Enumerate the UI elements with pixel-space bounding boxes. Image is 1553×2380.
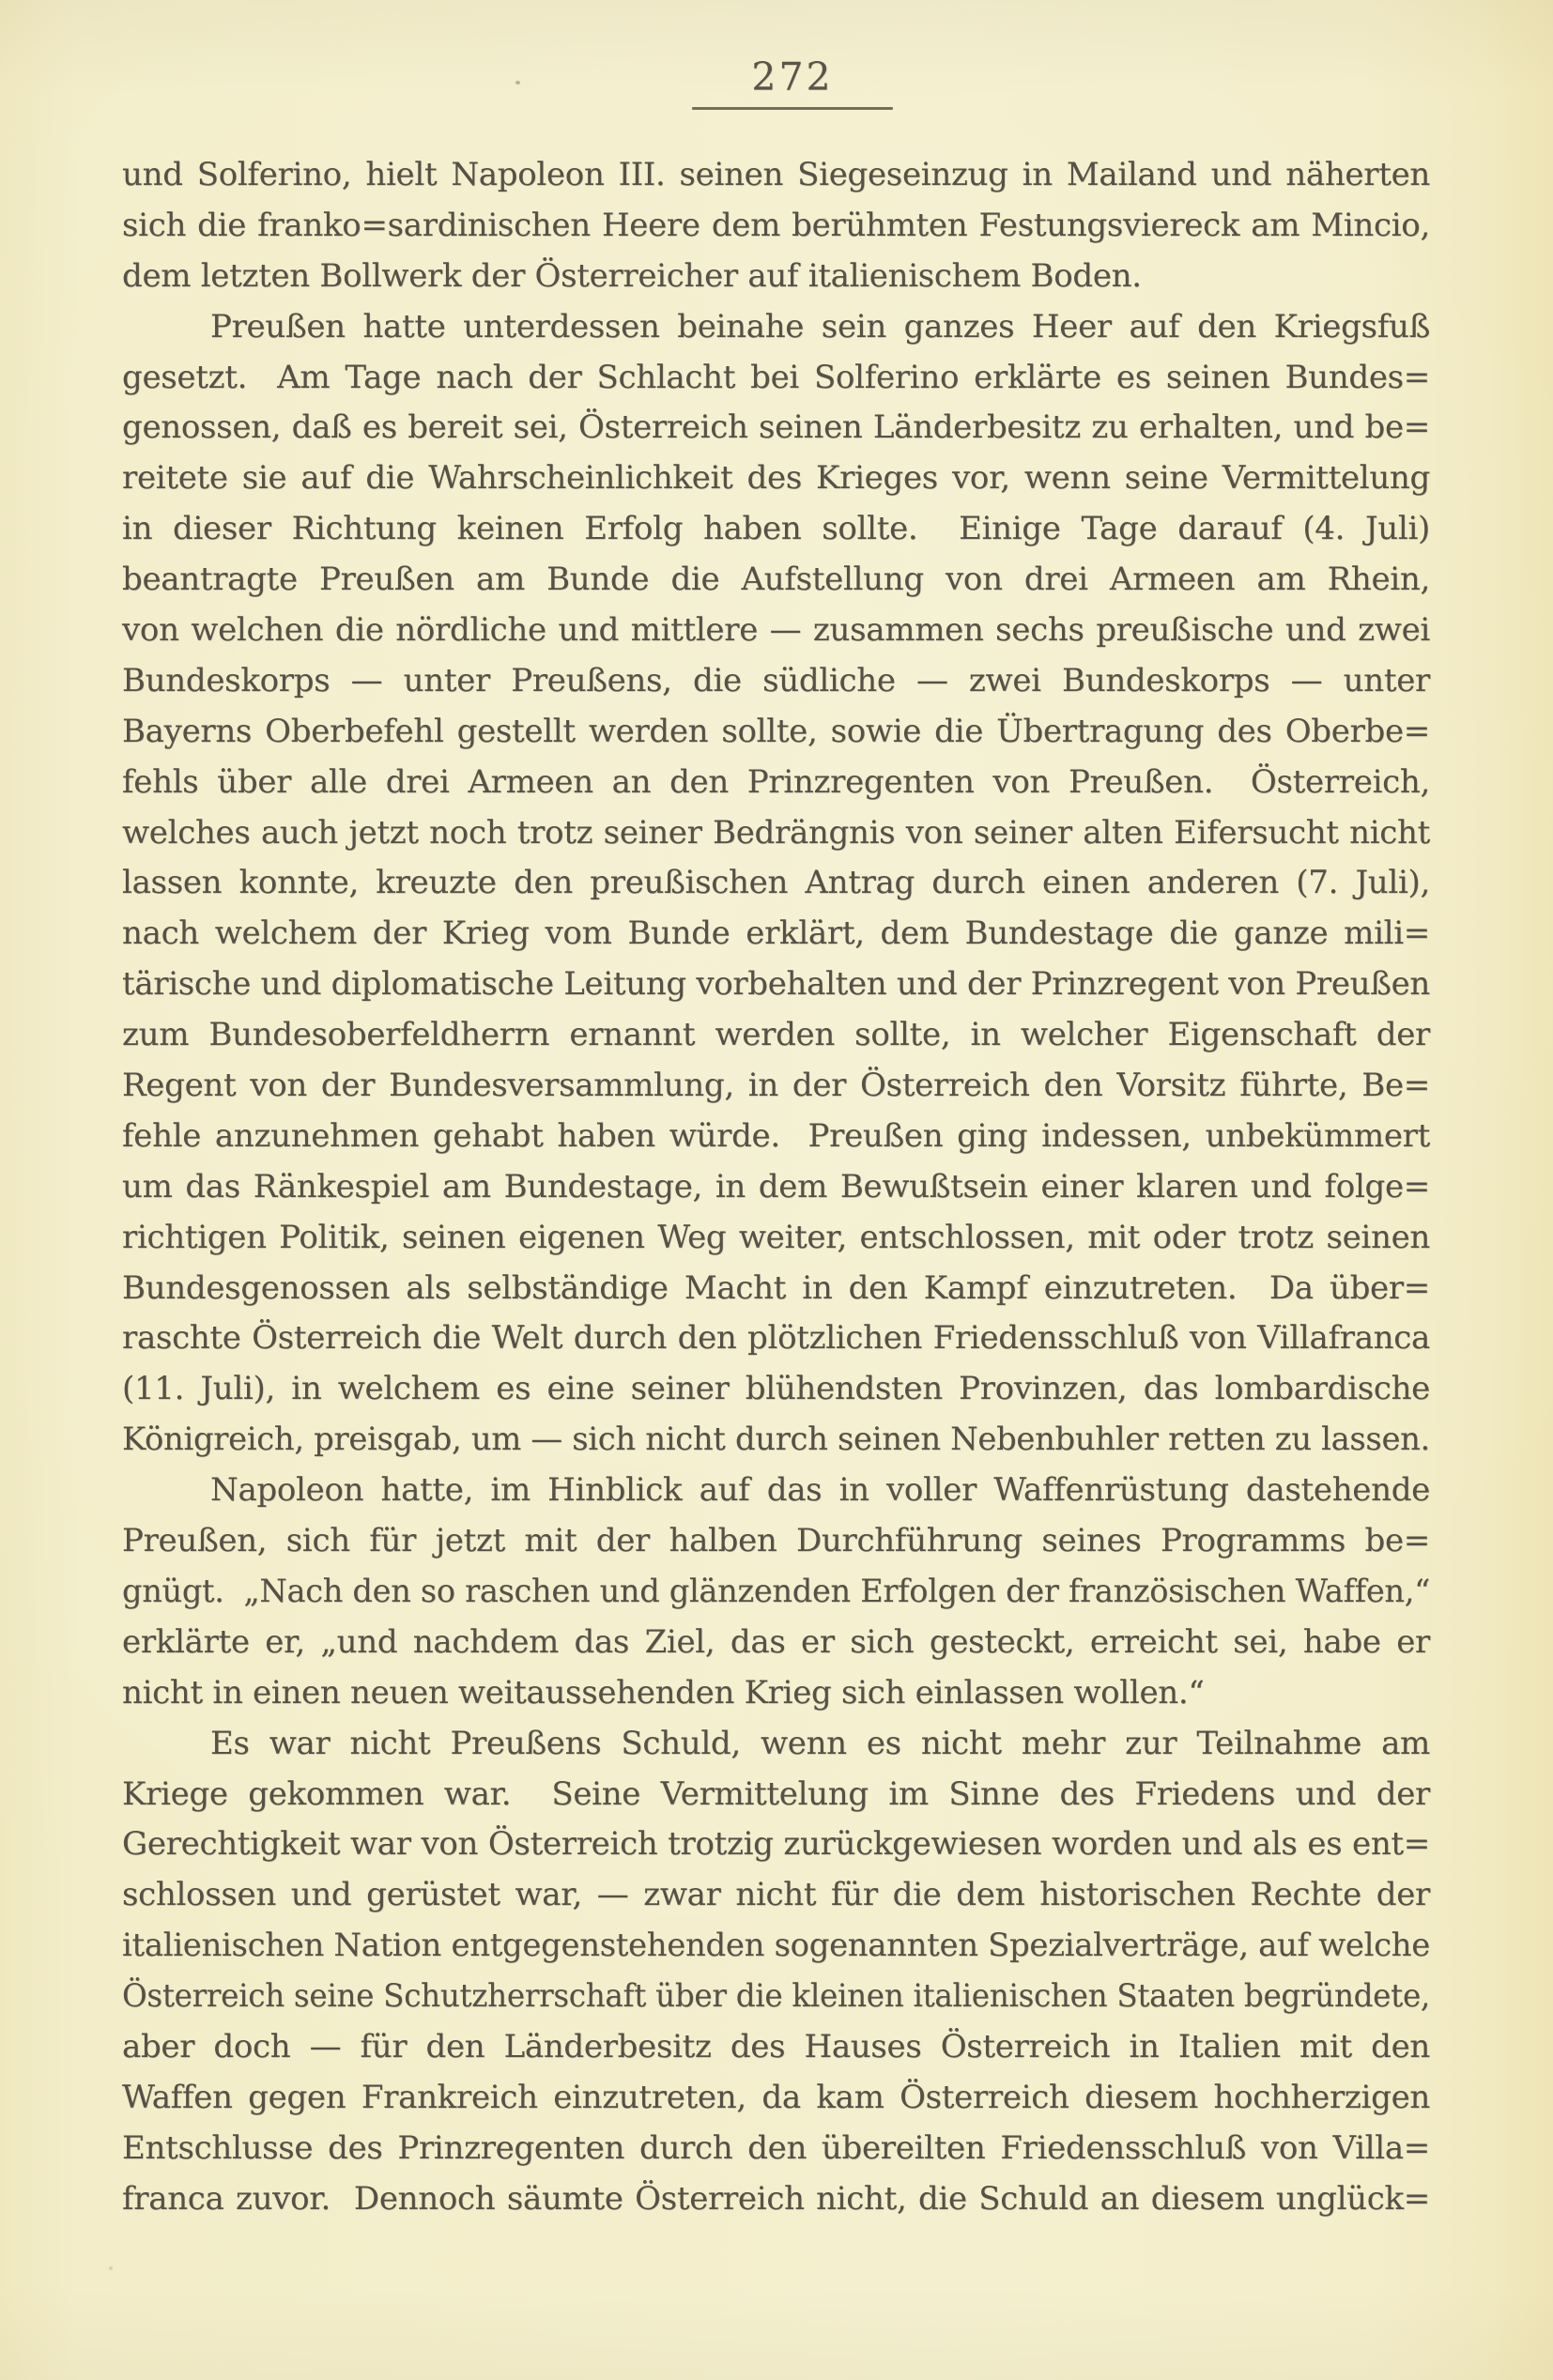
text-line-content: fehls über alle drei Armeen an den Prinzregenten von Preußen. Österreich, bbox=[122, 762, 1430, 801]
text-line-24 bbox=[122, 1313, 1430, 1364]
text-line-content: Regent von der Bundesversammlung, in der Österreich den Vorsitz führte, Be= bbox=[122, 1067, 1430, 1105]
text-line-content: Österreich seine Schutzherrschaft über die kleinen italienischen Staaten begründete, bbox=[122, 1977, 1430, 2016]
text-line-12 bbox=[122, 707, 1430, 758]
text-line-15 bbox=[122, 858, 1430, 909]
paper-speck bbox=[109, 2266, 113, 2270]
text-line-11 bbox=[122, 656, 1430, 707]
text-line-content: zum Bundesoberfeldherrn ernannt werden sollte, in welcher Eigenschaft der bbox=[122, 1016, 1430, 1054]
text-line-content: Bundesgenossen als selbständige Macht in den Kampf einzutreten. Da über= bbox=[122, 1268, 1430, 1307]
text-line-content: schlossen und gerüstet war, — zwar nicht für die dem historischen Rechte der bbox=[122, 1876, 1430, 1914]
text-line-content: sich die franko=sardinischen Heere dem berühmten Festungsviereck am Mincio, bbox=[122, 206, 1430, 244]
text-line-content: Preußen hatte unterdessen beinahe sein ganzes Heer auf den Kriegsfuß bbox=[210, 307, 1430, 345]
text-line-36 bbox=[122, 1921, 1430, 1972]
text-line-27 bbox=[122, 1466, 1430, 1516]
text-line-8 bbox=[122, 504, 1430, 555]
text-line-content: italienischen Nation entgegenstehenden sogenannten Spezialverträge, auf welche bbox=[122, 1927, 1430, 1965]
text-line-content: franca zuvor. Dennoch säumte Österreich nicht, die Schuld an diesem unglück= bbox=[122, 2179, 1430, 2218]
text-line-content: reitete sie auf die Wahrscheinlichkeit des Krieges vor, wenn seine Vermittelung bbox=[122, 459, 1430, 498]
text-line-content: Napoleon hatte, im Hinblick auf das in voller Waffenrüstung dastehende bbox=[210, 1471, 1430, 1510]
text-line-13 bbox=[122, 758, 1430, 808]
text-line-19 bbox=[122, 1061, 1430, 1112]
text-line-content: um das Ränkespiel am Bundestage, in dem Bewußtsein einer klaren und folge= bbox=[122, 1167, 1430, 1205]
text-line-26 bbox=[122, 1415, 1430, 1466]
paper-speck bbox=[515, 81, 520, 84]
text-line-content: tärische und diplomatische Leitung vorbehalten und der Prinzregent von Preußen bbox=[122, 965, 1430, 1004]
text-line-35 bbox=[122, 1870, 1430, 1921]
text-line-content: Kriege gekommen war. Seine Vermittelung im Sinne des Friedens und der bbox=[122, 1774, 1430, 1813]
text-line-38 bbox=[122, 2022, 1430, 2073]
text-line-content: lassen konnte, kreuzte den preußischen Antrag durch einen anderen (7. Juli), bbox=[122, 864, 1430, 902]
paper-speck bbox=[822, 218, 827, 223]
text-line-content: dem letzten Bollwerk der Österreicher auf italienischem Boden. bbox=[122, 256, 1142, 295]
text-line-29 bbox=[122, 1567, 1430, 1618]
text-line-content: gnügt. „Nach den so raschen und glänzenden Erfolgen der französischen Waffen,“ bbox=[122, 1572, 1430, 1610]
text-line-content: raschte Österreich die Welt durch den plötzlichen Friedensschluß von Villafranca bbox=[122, 1319, 1430, 1358]
text-line-16 bbox=[122, 909, 1430, 960]
text-line-content: welches auch jetzt noch trotz seiner Bedrängnis von seiner alten Eifersucht nicht bbox=[122, 813, 1430, 852]
text-line-21 bbox=[122, 1162, 1430, 1213]
text-line-content: nicht in einen neuen weitaussehenden Krieg sich einlassen wollen.“ bbox=[122, 1673, 1205, 1712]
text-line-6 bbox=[122, 403, 1430, 453]
page-number-rule bbox=[692, 107, 893, 110]
text-line-content: in dieser Richtung keinen Erfolg haben sollte. Einige Tage darauf (4. Juli) bbox=[122, 510, 1430, 548]
text-line-23 bbox=[122, 1264, 1430, 1314]
text-line-content: Bayerns Oberbefehl gestellt werden sollte, sowie die Übertragung des Oberbe= bbox=[122, 712, 1430, 750]
text-line-25 bbox=[122, 1364, 1430, 1415]
text-line-18 bbox=[122, 1010, 1430, 1061]
text-line-17 bbox=[122, 960, 1430, 1010]
text-line-content: gesetzt. Am Tage nach der Schlacht bei Solferino erklärte es seinen Bundes= bbox=[122, 358, 1430, 396]
text-line-content: Bundeskorps — unter Preußens, die südliche — zwei Bundeskorps — unter bbox=[122, 661, 1430, 699]
text-line-content: und Solferino, hielt Napoleon III. seinen Siegeseinzug in Mailand und näherten bbox=[122, 156, 1430, 193]
text-line-37 bbox=[122, 1972, 1430, 2022]
text-line-14 bbox=[122, 808, 1430, 859]
text-line-content: aber doch — für den Länderbesitz des Hauses Österreich in Italien mit den bbox=[122, 2027, 1430, 2065]
text-line-content: Königreich, preisgab, um — sich nicht durch seinen Nebenbuhler retten zu lassen. bbox=[122, 1420, 1430, 1459]
text-line-content: Es war nicht Preußens Schuld, wenn es nicht mehr zur Teilnahme am bbox=[210, 1724, 1430, 1762]
text-line-content: nach welchem der Krieg vom Bunde erklärt, dem Bundestage die ganze mili= bbox=[122, 914, 1430, 953]
page-number: 272 bbox=[751, 54, 834, 100]
text-line-content: Entschlusse des Prinzregenten durch den übereilten Friedensschluß von Villa= bbox=[122, 2128, 1430, 2167]
text-line-2 bbox=[122, 201, 1430, 252]
text-line-content: erklärte er, „und nachdem das Ziel, das er sich gesteckt, erreicht sei, habe er bbox=[122, 1622, 1430, 1661]
text-line-7 bbox=[122, 453, 1430, 504]
text-line-39 bbox=[122, 2073, 1430, 2124]
text-line-9 bbox=[122, 555, 1430, 606]
text-line-content: (11. Juli), in welchem es eine seiner blühendsten Provinzen, das lombardische bbox=[122, 1370, 1430, 1408]
text-line-content: beantragte Preußen am Bunde die Aufstellung von drei Armeen am Rhein, bbox=[122, 560, 1430, 599]
text-line-40 bbox=[122, 2124, 1430, 2174]
text-line-22 bbox=[122, 1213, 1430, 1264]
text-line-content: Gerechtigkeit war von Österreich trotzig zurückgewiesen worden und als es ent= bbox=[122, 1825, 1430, 1864]
text-line-4 bbox=[122, 302, 1430, 353]
text-line-34 bbox=[122, 1820, 1430, 1870]
text-line-10 bbox=[122, 606, 1430, 656]
text-line-30 bbox=[122, 1618, 1430, 1668]
text-line-content: Waffen gegen Frankreich einzutreten, da kam Österreich diesem hochherzigen bbox=[122, 2078, 1430, 2116]
text-line-32 bbox=[122, 1719, 1430, 1770]
text-line-1 bbox=[122, 150, 1430, 201]
body-text bbox=[122, 150, 1430, 2225]
text-line-content: Preußen, sich für jetzt mit der halben Durchführung seines Programms be= bbox=[122, 1522, 1430, 1560]
text-line-5 bbox=[122, 353, 1430, 404]
text-line-3 bbox=[122, 252, 1430, 302]
text-line-31 bbox=[122, 1668, 1430, 1719]
text-line-content: fehle anzunehmen gehabt haben würde. Preußen ging indessen, unbekümmert bbox=[122, 1116, 1430, 1155]
text-line-20 bbox=[122, 1112, 1430, 1162]
text-line-content: genossen, daß es bereit sei, Österreich seinen Länderbesitz zu erhalten, und be= bbox=[122, 408, 1430, 447]
text-line-28 bbox=[122, 1516, 1430, 1567]
text-line-41 bbox=[122, 2174, 1430, 2225]
text-line-content: richtigen Politik, seinen eigenen Weg weiter, entschlossen, mit oder trotz seinen bbox=[122, 1218, 1430, 1256]
text-line-33 bbox=[122, 1770, 1430, 1820]
text-line-content: von welchen die nördliche und mittlere — zusammen sechs preußische und zwei bbox=[122, 611, 1430, 650]
